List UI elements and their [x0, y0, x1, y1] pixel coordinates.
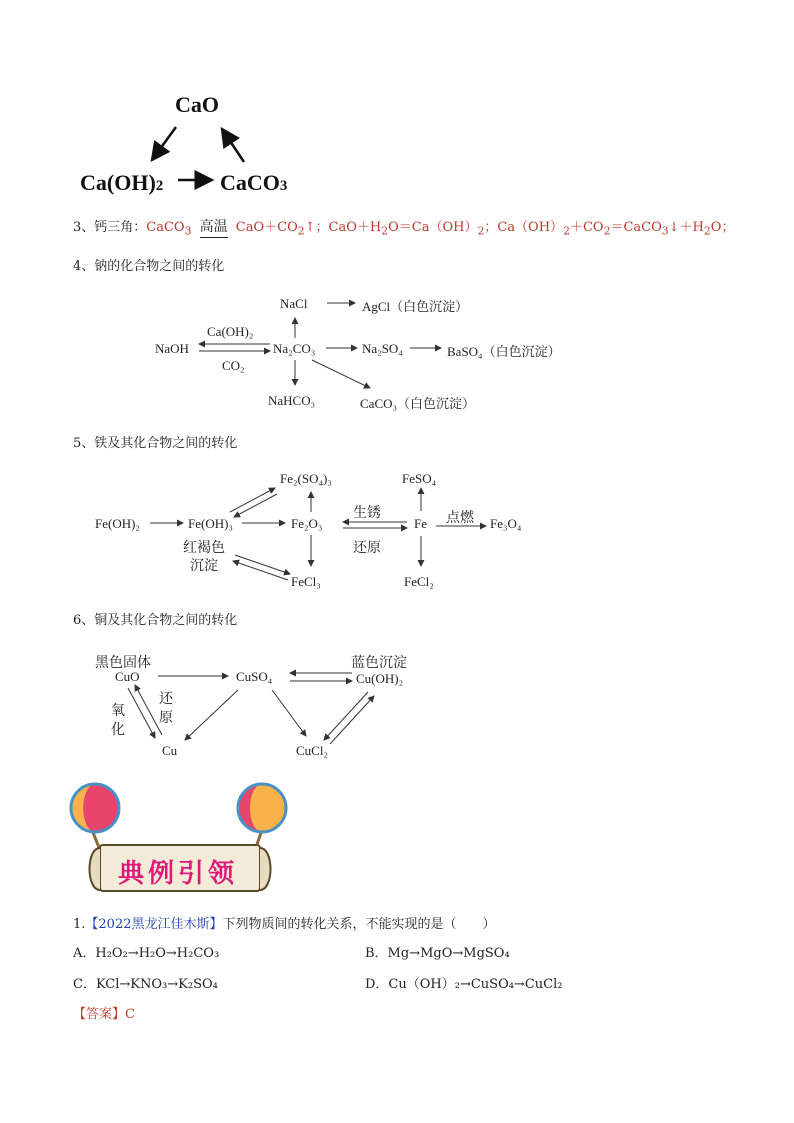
calcium-triangle-equations: 3、钙三角：CaCO$_3$ 高温 $CaO+CO_2↑$；$CaO+H_2O=Ca(OH)_2$；$Ca(OH)_2+CO_2=CaCO_3↓+H_2O$；: [73, 219, 735, 238]
precipitate-label: 沉淀: [190, 559, 218, 574]
cucl2-label: CuCl₂: [296, 743, 328, 758]
caoh2-arrow-label: Ca(OH)₂: [207, 324, 254, 339]
feso4-label: FeSO₄: [402, 471, 437, 486]
co2-arrow-label: CO₂: [222, 358, 245, 373]
cuso4-label: CuSO₄: [236, 669, 273, 684]
item4-heading: 4、钠的化合物之间的转化: [73, 259, 225, 274]
na2so4-label: Na₂SO₄: [362, 341, 403, 356]
question-source: 【2022黑龙江佳木斯】: [85, 917, 223, 932]
baso4-label: BaSO₄（白色沉淀）: [447, 344, 561, 359]
naoh-label: NaOH: [155, 341, 189, 356]
na2co3-label: Na₂CO₃: [273, 341, 316, 356]
option-a[interactable]: A．H₂O₂→H₂O→H₂CO₃: [73, 946, 220, 961]
option-d[interactable]: D．Cu（OH）₂→CuSO₄→CuCl₂: [365, 977, 563, 992]
answer-label: 【答案】: [73, 1007, 126, 1022]
cuoh2-label: Cu(OH)₂: [356, 671, 404, 686]
blue-ppt-label: 蓝色沉淀: [351, 656, 407, 671]
cu-label: Cu: [162, 743, 178, 758]
reduce-1-label: 还: [159, 692, 173, 707]
oxidize-1-label: 氧: [111, 704, 125, 719]
cao-label: CaO: [175, 92, 219, 117]
fecl3-label: FeCl₃: [291, 574, 321, 589]
nacl-label: NaCl: [280, 296, 308, 311]
answer: [73, 1003, 135, 1022]
nahco3-label: NaHCO₃: [268, 393, 316, 408]
cuo-label: CuO: [115, 669, 140, 684]
question-stem: 1.【2022黑龙江佳木斯】下列物质间的转化关系，不能实现的是（ ）: [73, 917, 496, 932]
item5-heading: 5、铁及其化合物之间的转化: [73, 436, 238, 451]
burn-label: 点燃: [446, 511, 474, 526]
red-brown-label: 红褐色: [183, 541, 225, 556]
feoh2-label: Fe(OH)₂: [95, 516, 140, 531]
option-b[interactable]: B．Mg→MgO→MgSO₄: [365, 946, 510, 961]
rust-label: 生锈: [353, 506, 381, 521]
fe3o4-label: Fe₃O₄: [490, 516, 522, 531]
banner-title: 典例引领: [118, 859, 239, 889]
option-c[interactable]: C．KCl→KNO₃→K₂SO₄: [73, 977, 218, 992]
oxidize-2-label: 化: [111, 723, 125, 738]
fecl2-label: FeCl₂: [404, 574, 434, 589]
fe2so43-label: Fe₂(SO₄)₃: [280, 471, 332, 486]
black-solid-label: 黑色固体: [95, 656, 151, 671]
agcl-label: AgCl（白色沉淀）: [362, 299, 469, 314]
item6-heading: 6、铜及其化合物之间的转化: [73, 613, 238, 628]
caoh2-label: Ca(OH)2: [80, 170, 164, 195]
feoh3-label: Fe(OH)₃: [188, 516, 233, 531]
caco3-label: CaCO3: [220, 170, 288, 195]
reduce-label: 还原: [353, 541, 381, 556]
reduce-2-label: 原: [159, 711, 173, 726]
answer-value: C: [125, 1007, 135, 1022]
caco3-ppt-label: CaCO₃（白色沉淀）: [360, 396, 476, 411]
fe2o3-label: Fe₂O₃: [291, 516, 323, 531]
fe-label: Fe: [414, 516, 427, 531]
